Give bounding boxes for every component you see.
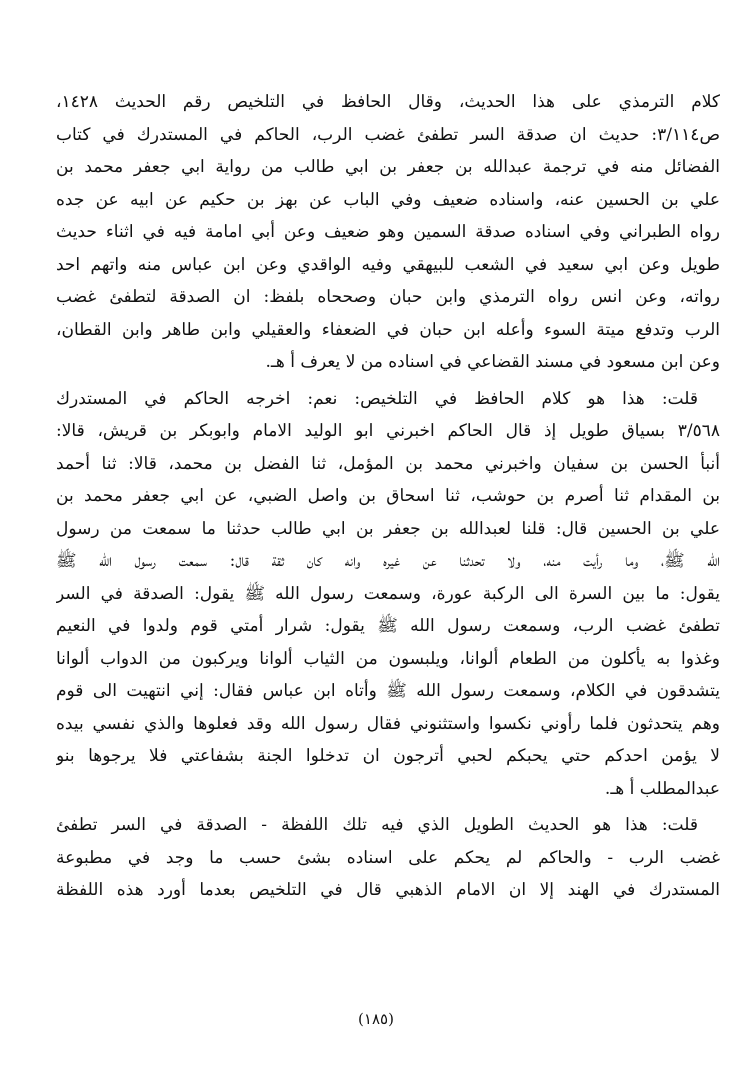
text-line: قلت: هذا هو كلام الحافظ في التلخيص: نعم: اخرجه الحاكم في المستدرك bbox=[56, 388, 698, 409]
text-line: علي بن الحسين عنه، واسناده ضعيف وفي الباب عن بهز بن حكيم عن ابيه عن جده bbox=[56, 189, 720, 210]
paragraph-1 bbox=[56, 86, 720, 379]
text-line: علي بن الحسين قال: قلنا لعبدالله بن جعفر بن ابي طالب حدثنا ما سمعت من رسول bbox=[56, 518, 720, 539]
text-line: أنبأ الحسن بن سفيان واخبرني محمد بن المؤمل، ثنا الفضل بن محمد، قالا: ثنا أحمد bbox=[56, 453, 720, 474]
text-line: يقول: ما بين السرة الى الركبة عورة، وسمعت رسول الله ﷺ يقول: الصدقة في السر bbox=[56, 583, 720, 604]
text-line: يتشدقون في الكلام، وسمعت رسول الله ﷺ وأتاه ابن عباس فقال: إني انتهيت الى قوم bbox=[56, 681, 720, 701]
text-line: وغذوا به يأكلون من الطعام ألوانا، ويلبسون من الثياب ألوانا ويركبون من الدواب ألوانا bbox=[56, 648, 720, 669]
text-line: وهم يتحدثون فلما رأوني نكسوا واستثنوني فقال رسول الله وقد فعلوها والذي نفسي بيده bbox=[56, 713, 720, 734]
text-line: بن المقدام ثنا أصرم بن حوشب، ثنا اسحاق بن واصل الضبي، عن ابي جعفر محمد بن bbox=[56, 486, 720, 506]
text-line: الفضائل منه في ترجمة عبدالله بن جعفر بن ابي طالب من رواية ابي جعفر محمد بن bbox=[56, 157, 720, 177]
text-line: رواته، وعن انس رواه الترمذي وابن حبان وصححاه بلفظ: ان الصدقة لتطفئ غضب bbox=[56, 287, 720, 307]
text-line: وعن ابن مسعود في مسند القضاعي في اسناده من لا يعرف أ هـ. bbox=[265, 352, 720, 372]
text-line: كلام الترمذي على هذا الحديث، وقال الحافظ في التلخيص رقم الحديث ١٤٢٨، bbox=[56, 92, 720, 112]
paragraph-2 bbox=[56, 383, 720, 806]
text-line: قلت: هذا هو الحديث الطويل الذي فيه تلك اللفظة - الصدقة في السر تطفئ bbox=[56, 815, 698, 835]
text-line: ٣/٥٦٨ بسياق طويل إذ قال الحاكم اخبرني ابو الوليد الامام وابوبكر بن قريش، قالا: bbox=[56, 421, 720, 441]
text-line: الرب وتدفع ميتة السوء وأعله ابن حبان في الضعفاء والعقيلي وابن طاهر وابن القطان، bbox=[56, 319, 720, 340]
page-body bbox=[56, 86, 720, 907]
paragraph-3 bbox=[56, 809, 720, 907]
text-line: لا يؤمن احدكم حتي يحبكم لحبي أترجون ان تدخلوا الجنة بشفاعتي فلا يرجوها بنو bbox=[56, 746, 720, 766]
text-line: رواه الطبراني وفي اسناده صدقة السمين وهو ضعيف وعن أبي امامة فيه في اثناء حديث bbox=[56, 222, 720, 242]
text-line: ص٣/١١٤: حديث ان صدقة السر تطفئ غضب الرب، الحاكم في المستدرك في كتاب bbox=[56, 124, 720, 145]
page-number: (١٨٥) bbox=[358, 1010, 394, 1028]
text-line: عبدالمطلب أ هـ. bbox=[604, 778, 720, 799]
text-line: غضب الرب - والحاكم لم يحكم على اسناده بشئ حسب ما وجد في مطبوعة bbox=[56, 847, 720, 868]
text-line: الله ﷺ، وما رأيت منه، ولا تحدثنا عن غيره وانه كان ثقة قال: سمعت رسول الله ﷺ bbox=[56, 551, 720, 571]
text-line: طويل وعن ابي سعيد في الشعب للبيهقي وفيه الواقدي وعن ابن عباس منه واتهم احد bbox=[56, 254, 720, 275]
text-line: المستدرك في الهند إلا ان الامام الذهبي قال في التلخيص بعدما أورد هذه اللفظة bbox=[56, 880, 720, 900]
text-line: تطفئ غضب الرب، وسمعت رسول الله ﷺ يقول: شرار أمتي قوم ولدوا في النعيم bbox=[56, 616, 720, 636]
